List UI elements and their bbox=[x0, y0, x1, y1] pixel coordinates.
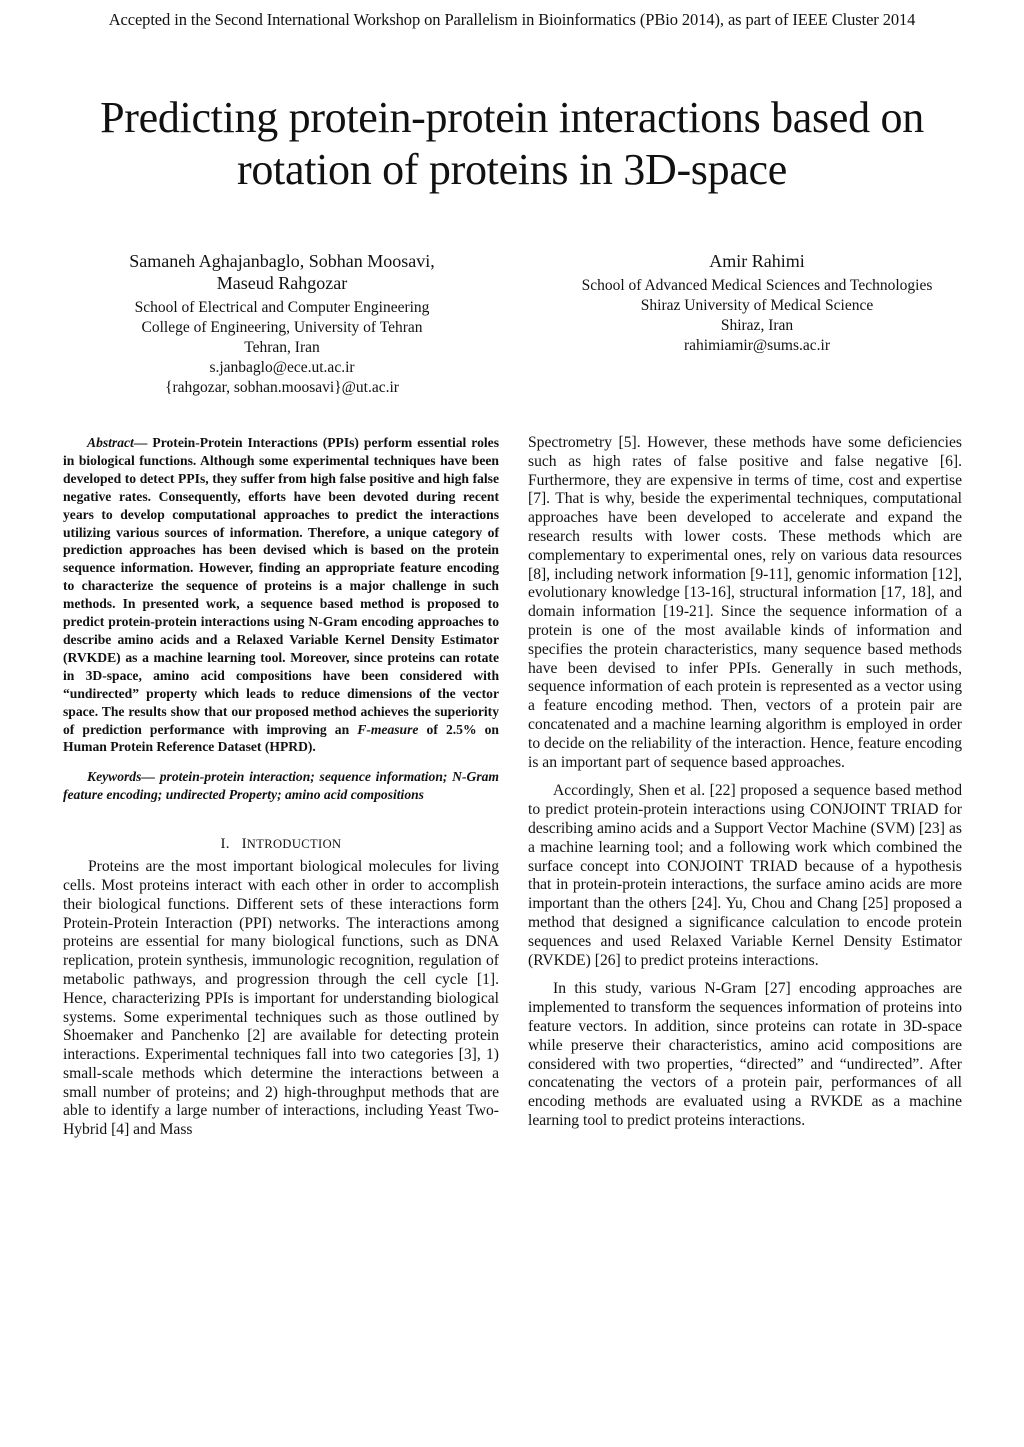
author-email: rahimiamir@sums.ac.ir bbox=[684, 337, 830, 354]
affiliation-line: School of Electrical and Computer Engineering bbox=[134, 299, 430, 316]
section-number: I. bbox=[220, 836, 230, 853]
right-column bbox=[528, 434, 962, 1141]
keywords: Keywords— protein-protein interaction; sequence information; N-Gram feature encoding; undirected Property; amino acid compositions bbox=[63, 769, 499, 803]
author-names-line-1: Samaneh Aghajanbaglo, Sobhan Moosavi, bbox=[129, 251, 435, 271]
intro-paragraph: Proteins are the most important biological molecules for living cells. Most proteins interact with each other in order to accomplish their biological functions. Different sets of these interactions form Protein-Protein Interaction (PPI) networks. The interactions among proteins are essential for many biological functions, such as DNA replication, protein synthesis, immunologic recognition, regulation of metabolic pathways, and progression through the cell cycle [1]. Hence, characterizing PPIs is important for understanding biological systems. Some experimental techniques such as those outlined by Shoemaker and Panchenko [2] are available for detecting protein interactions. Experimental techniques fall into two categories [3], 1) small-scale methods which determine the interactions between a small number of proteins; and 2) high-throughput methods that are able to identify a large number of interactions, including Yeast Two-Hybrid [4] and Mass bbox=[63, 858, 499, 1139]
affiliation-line: College of Engineering, University of Tehran bbox=[141, 319, 423, 336]
paper-title: Predicting protein-protein interactions based on rotation of proteins in 3D-space bbox=[100, 93, 924, 194]
author-name: Amir Rahimi bbox=[709, 251, 805, 271]
author-names-line-2: Maseud Rahgozar bbox=[216, 273, 348, 293]
abstract-text: Protein-Protein Interactions (PPIs) perform essential roles in biological functions. Although some experimental techniques have been developed to detect PPIs, they suffer from high false positive and high false negative rates. Consequently, efforts have been devoted during recent years to develop computational approaches to predict the interactions utilizing various sources of information. Therefore, a unique category of prediction approaches has been devised which is based on the protein sequence information. However, finding an appropriate feature encoding to characterize the sequence of proteins is a major challenge in such methods. In presented work, a sequence based method is proposed to predict protein-protein interactions using N-Gram encoding approaches to describe amino acids and a Relaxed Variable Kernel Density Estimator (RVKDE) as a machine learning tool. Moreover, since proteins can rotate in 3D-space, amino acid compositions have been considered with “undirected” property which leads to reduce dimensions of the vector space. The results show that our proposed method achieves the superiority of prediction performance with improving an bbox=[63, 435, 499, 737]
body-paragraph: Accordingly, Shen et al. [22] proposed a sequence based method to predict protein-protein interactions using CONJOINT TRIAD for describing amino acids and a Support Vector Machine (SVM) [23] as a machine learning tool; and a following work which combined the surface concept into CONJOINT TRIAD because of a hypothesis that in protein-protein interactions, the surface amino acids are more important than the others [24]. Yu, Chou and Chang [25] proposed a method that designed a significance calculation to encode protein sequences and used Relaxed Variable Kernel Density Estimator (RVKDE) [26] to predict proteins interactions. bbox=[528, 782, 962, 969]
conference-note: Accepted in the Second International Workshop on Parallelism in Bioinformatics (PBio 2014), as part of IEEE Cluster 2014 bbox=[108, 10, 916, 29]
abstract-emphasis: F-measure bbox=[357, 721, 419, 737]
abstract-text-end: of 2.5% on Human Protein Reference Dataset (HPRD). bbox=[63, 721, 499, 755]
affiliation-line: Shiraz University of Medical Science bbox=[640, 297, 874, 314]
author-email: s.janbaglo@ece.ut.ac.ir bbox=[209, 359, 355, 376]
author-names bbox=[62, 250, 502, 294]
abstract bbox=[63, 434, 499, 756]
author-block-left bbox=[62, 250, 502, 398]
author-block-right bbox=[522, 250, 992, 356]
author-email: {rahgozar, sobhan.moosavi}@ut.ac.ir bbox=[165, 379, 399, 396]
affiliation-location: Tehran, Iran bbox=[244, 339, 320, 356]
body-paragraph: In this study, various N-Gram [27] encoding approaches are implemented to transform the sequences information of proteins into feature vectors. In addition, since proteins can rotate in 3D-space while preserve their characteristics, amino acid compositions are considered with two properties, “directed” and “undirected”. After concatenating the vectors of a protein pair, performances of all encoding methods are evaluated using a RVKDE as a machine learning tool to predict proteins interactions. bbox=[528, 980, 962, 1129]
abstract-label: Abstract— bbox=[87, 435, 148, 450]
section-title-initial: I bbox=[241, 836, 247, 853]
affiliation-line: School of Advanced Medical Sciences and Technologies bbox=[581, 277, 933, 294]
left-column bbox=[63, 434, 499, 1150]
affiliation-location: Shiraz, Iran bbox=[720, 317, 794, 334]
section-title-rest: NTRODUCTION bbox=[246, 837, 342, 852]
section-heading-introduction bbox=[63, 834, 499, 854]
body-paragraph-continued: Spectrometry [5]. However, these methods have some deficiencies such as high rates of false positive and false negative [6]. Furthermore, they are expensive in terms of time, cost and expertise [7]. That is why, beside the experimental techniques, computational approaches have been developed to accelerate and expand the research results with lower costs. These methods which are complementary to experimental ones, rely on various data resources [8], including network information [9-11], genomic information [12], evolutionary knowledge [13-16], structural information [17, 18], and domain information [19-21]. Since the sequence information of a protein is one of the most available kinds of information and specifies the protein characteristics, many sequence based methods have been devised to infer PPIs. Generally in such methods, sequence information of each protein is represented as a vector using a feature encoding method. Then, vectors of a protein pair are concatenated and a machine learning algorithm is employed in order to decide on the reliability of the interaction. Hence, feature encoding is an important part of sequence based approaches. bbox=[528, 434, 962, 771]
